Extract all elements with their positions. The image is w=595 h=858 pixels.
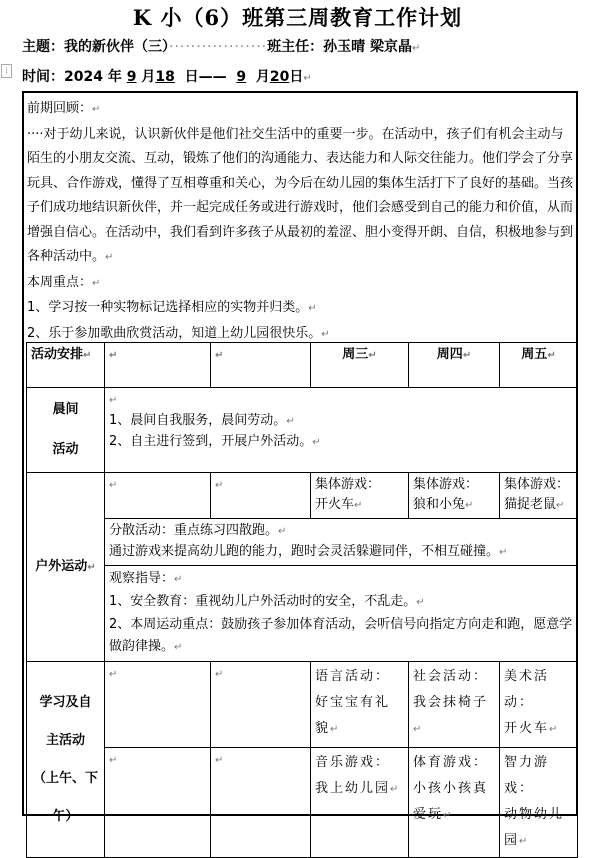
morning-item: 1、晨间自我服务，晨间劳动。 [109, 413, 287, 428]
study-row-1 [27, 662, 578, 748]
time-line [22, 66, 312, 86]
review-title: 前期回顾： [27, 101, 93, 116]
cell-mark: ↵ [556, 500, 565, 511]
paragraph-mark: ↵ [303, 73, 312, 84]
cell-mark: ↵ [330, 724, 341, 735]
observe-item: 1、安全教育：重视幼儿户外活动时的安全，不乱走。 [109, 594, 417, 609]
study-label-4: 午） [52, 808, 79, 824]
study-fri-2 [500, 748, 578, 858]
study-row-2 [27, 748, 578, 858]
cell-mark: ↵ [413, 724, 424, 735]
study-label-3: （上午、下 [32, 770, 98, 786]
study-name: 我会抹椅子 [413, 695, 489, 710]
study-name: 好宝宝有礼貌 [315, 695, 391, 736]
time-end-day: 20 [269, 69, 290, 85]
morning-label [27, 388, 105, 473]
cell-mark: ↵ [109, 395, 118, 406]
cell-mark: ↵ [499, 547, 508, 558]
cell-mark: ↵ [549, 724, 560, 735]
study-label [27, 662, 105, 858]
observe-item: 2、本周运动重点：鼓励孩子参加体育活动，会听信号向指定方向走和跑，愿意学做韵律操。 [109, 617, 573, 654]
cell-mark: ↵ [174, 574, 183, 585]
cell-mark: ↵ [174, 642, 183, 653]
review-text: ····对于幼儿来说，认识新伙伴是他们社交生活中的重要一步。在活动中，孩子们有机会主动与陌生的小朋友交流、互动，锻炼了他们的沟通能力、表达能力和人际交往能力。他们学会了分享玩具、合作游戏，懂得了互相尊重和关心，为今后在幼儿园的集体生活打下了良好的基础。当孩子们成功地结识新伙伴，并一起完成任务或进行游戏时，他们会感受到自己的能力和价值，从而增强自信心。在活动中，我们看到许多孩子从最初的羞涩、胆小变得开朗、自信，积极地参与到各种活动中。 [27, 126, 574, 264]
cell-mark: ↵ [109, 480, 118, 491]
study-fri-1 [500, 662, 578, 748]
theme-line [22, 36, 420, 56]
cell-mark: ↵ [109, 755, 118, 766]
study-wed-1 [311, 662, 409, 748]
paragraph-mark: ↵ [105, 252, 114, 263]
game-name: 猫捉老鼠 [504, 497, 557, 512]
table-header-row [27, 343, 578, 388]
cell-mark: ↵ [443, 810, 454, 821]
header-activity [27, 343, 105, 388]
cell-mark: ↵ [87, 561, 96, 573]
morning-content [105, 388, 578, 473]
theme-label: 主题： [22, 39, 64, 55]
day-range-char: 日—— [184, 69, 227, 85]
time-label: 时间： [22, 69, 64, 85]
outdoor-mon [105, 473, 211, 519]
study-name: 我上幼儿园 [315, 781, 391, 796]
paragraph-mark: ↵ [92, 277, 101, 289]
study-title: 智力游戏： [504, 755, 550, 796]
focus-item: 1、学习按一种实物标记选择相应的实物并归类。 [27, 300, 309, 315]
activity-table [26, 342, 578, 858]
study-label-2: 主活动 [45, 732, 85, 748]
paragraph-mark: ↵ [411, 43, 421, 54]
scatter-row [27, 519, 578, 566]
study-label-1: 学习及自 [39, 694, 92, 710]
theme-value: 我的新伙伴（三） [64, 39, 169, 55]
header-mon [105, 343, 211, 388]
cell-mark: ↵ [109, 350, 118, 361]
cell-mark: ↵ [462, 350, 472, 361]
cell-mark: ↵ [312, 437, 321, 448]
paragraph-mark: ↵ [92, 104, 101, 115]
time-start-month: 9 [126, 69, 137, 85]
header-tue [211, 343, 311, 388]
cell-mark: ↵ [465, 500, 474, 511]
teacher-value: 孙玉晴 梁京晶 [323, 39, 412, 55]
focus-item: 2、乐于参加歌曲欣赏活动，知道上幼儿园很快乐。 [27, 325, 322, 341]
header-thu [409, 343, 500, 388]
scatter-title: 分散活动：重点练习四散跑。 [109, 523, 279, 538]
outdoor-thu [409, 473, 500, 519]
header-activity-label: 活动安排 [31, 347, 84, 362]
cell-mark: ↵ [278, 526, 287, 537]
cell-mark: ↵ [390, 784, 401, 795]
study-title: 美术活动： [504, 669, 550, 710]
outdoor-games-row [27, 473, 578, 519]
intro-section [27, 97, 575, 347]
observe-content [105, 566, 578, 662]
observe-title: 观察指导： [109, 571, 175, 586]
study-mon-2 [105, 748, 211, 858]
outdoor-wed [311, 473, 409, 519]
time-start-day: 18 [155, 69, 175, 85]
outdoor-fri [500, 473, 578, 519]
table-move-handle-icon[interactable]: ⁞ [1, 64, 12, 78]
morning-label-1: 晨间 [52, 402, 79, 417]
morning-row [27, 388, 578, 473]
month-char: 月 [141, 69, 156, 85]
study-title: 社会活动： [413, 669, 489, 684]
cell-mark: ↵ [416, 597, 425, 608]
study-tue-1 [211, 662, 311, 748]
focus-title: 本周重点： [27, 274, 93, 290]
theme-dots: ·················· [169, 39, 268, 55]
header-thu-label: 周四 [436, 347, 463, 362]
cell-mark: ↵ [83, 350, 92, 361]
scatter-content [105, 519, 578, 566]
study-name: 小孩小孩真爱玩 [413, 781, 489, 822]
header-wed [311, 343, 409, 388]
game-name: 开火车 [315, 497, 355, 512]
cell-mark: ↵ [215, 755, 224, 766]
study-tue-2 [211, 748, 311, 858]
study-mon-1 [105, 662, 211, 748]
cell-mark: ↵ [519, 836, 530, 847]
game-name: 狼和小兔 [413, 497, 466, 512]
header-wed-label: 周三 [342, 347, 369, 362]
game-title: 集体游戏： [315, 477, 381, 492]
cell-mark: ↵ [109, 669, 118, 680]
study-title: 音乐游戏： [315, 755, 391, 770]
study-wed-2 [311, 748, 409, 858]
outdoor-tue [211, 473, 311, 519]
paragraph-mark: ↵ [308, 303, 317, 314]
morning-item: 2、自主进行签到，开展户外活动。 [109, 434, 313, 449]
game-title: 集体游戏： [413, 477, 479, 492]
month-char: 月 [255, 69, 270, 85]
teacher-label: 班主任： [267, 39, 324, 55]
page-title: K 小（6）班第三周教育工作计划 [132, 5, 463, 30]
study-thu-1 [409, 662, 500, 748]
time-end-month: 9 [236, 69, 247, 85]
header-fri [500, 343, 578, 388]
observe-row [27, 566, 578, 662]
day-char: 日 [289, 69, 304, 85]
time-year: 2024 年 [64, 69, 122, 85]
cell-mark: ↵ [215, 480, 224, 491]
paragraph-mark: ↵ [321, 328, 330, 340]
cell-mark: ↵ [368, 350, 377, 361]
cell-mark: ↵ [286, 416, 295, 427]
game-title: 集体游戏： [504, 477, 570, 492]
study-name: 开火车 [504, 721, 550, 736]
morning-label-2: 活动 [52, 442, 79, 457]
study-thu-2 [409, 748, 500, 858]
study-title: 语言活动： [315, 669, 391, 684]
outdoor-label [27, 473, 105, 662]
header-fri-label: 周五 [521, 347, 548, 362]
study-title: 体育游戏： [413, 755, 489, 770]
cell-mark: ↵ [215, 350, 224, 361]
scatter-text: 通过游戏来提高幼儿跑的能力，跑时会灵活躲避同伴，不相互碰撞。 [109, 544, 500, 559]
cell-mark: ↵ [547, 350, 556, 361]
cell-mark: ↵ [354, 500, 363, 511]
cell-mark: ↵ [215, 669, 224, 680]
outdoor-label-text: 户外运动 [35, 558, 88, 574]
study-name: 动物幼儿园 [504, 807, 565, 848]
